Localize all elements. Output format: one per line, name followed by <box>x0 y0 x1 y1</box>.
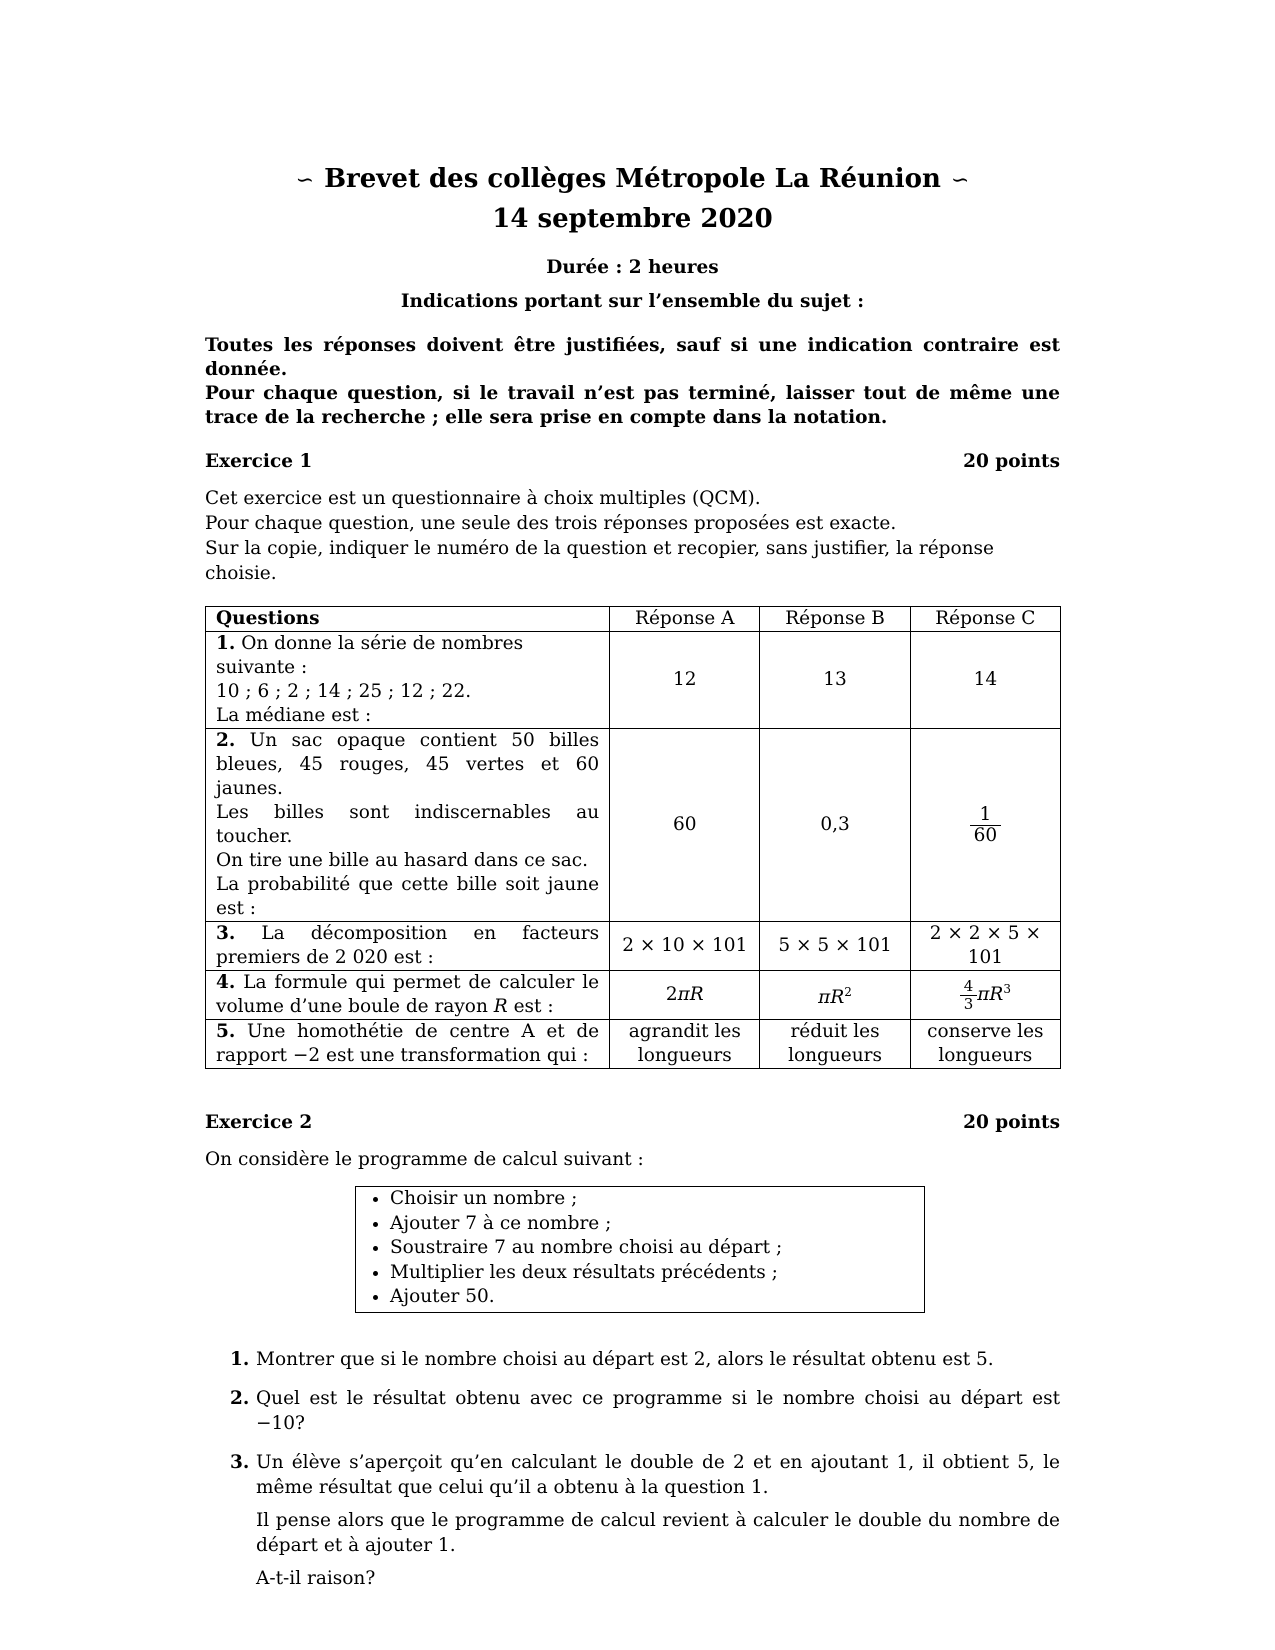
question-item: 2. Quel est le résultat obtenu avec ce programme si le nombre choisi au départ est −10? <box>230 1387 1060 1434</box>
exercise-1-points: 20 points <box>963 451 1060 472</box>
list-item: • Ajouter 7 à ce nombre ; <box>390 1212 924 1237</box>
indications-heading: Indications portant sur l’ensemble du sujet : <box>400 291 865 312</box>
answer-c: $\frac{4}{3}$ $\pi R^3$ <box>910 971 1060 1020</box>
header-answer-b: Réponse B <box>760 607 910 632</box>
document-title <box>205 160 1060 238</box>
answer-b: 5 × 5 × 101 <box>760 922 910 971</box>
exercise-2-title: Exercice 2 <box>205 1112 313 1133</box>
instructions <box>205 334 1060 430</box>
title-line-1: ∽ Brevet des collèges Métropole La Réunion ∽ <box>295 164 970 194</box>
question-cell: 5. Une homothétie de centre A et de rapport −2 est une transformation qui : <box>206 1020 610 1069</box>
program-steps <box>368 1187 924 1310</box>
instruction-1: Toutes les réponses doivent être justifiées, sauf si une indication contraire est donnée. <box>205 335 1060 380</box>
title-line-2: 14 septembre 2020 <box>492 204 773 234</box>
document-page <box>205 160 1060 1605</box>
list-item: • Ajouter 50. <box>390 1285 924 1310</box>
answer-a: 12 <box>610 632 760 729</box>
answer-c: 2 × 2 × 5 × 101 <box>910 922 1060 971</box>
exercise-1-title: Exercice 1 <box>205 451 313 472</box>
table-header-row <box>206 607 1061 632</box>
calculation-program-box <box>355 1186 925 1313</box>
answer-c: conserve les longueurs <box>910 1020 1060 1069</box>
instruction-2: Pour chaque question, si le travail n’est pas terminé, laisser tout de même une trace de la recherche ; elle sera prise en compte dans la notation. <box>205 383 1060 428</box>
fraction: $\frac{1}{60}$ <box>970 805 1002 846</box>
table-row <box>206 1020 1061 1069</box>
answer-b: réduit les longueurs <box>760 1020 910 1069</box>
table-row <box>206 971 1061 1020</box>
answer-b: 0,3 <box>760 729 910 922</box>
list-item: • Soustraire 7 au nombre choisi au départ ; <box>390 1236 924 1261</box>
exercise-1-header <box>205 450 1060 474</box>
question-item: 1. Montrer que si le nombre choisi au départ est 2, alors le résultat obtenu est 5. <box>230 1348 994 1370</box>
answer-a: 60 <box>610 729 760 922</box>
table-row <box>206 729 1061 922</box>
exercise-1-intro: Cet exercice est un questionnaire à choix multiples (QCM). Pour chaque question, une seule des trois réponses proposées est exacte. Sur la copie, indiquer le numéro de la question et recopier, sans justifier, la réponse choisie. <box>205 488 994 584</box>
answer-b: $\pi R^2$ <box>760 971 910 1020</box>
ornament-left-icon: ∽ <box>295 168 315 193</box>
table-row <box>206 632 1061 729</box>
question-cell: 3. La décomposition en facteurs premiers de 2 020 est : <box>206 922 610 971</box>
qcm-table <box>205 606 1061 1069</box>
duration: Durée : 2 heures <box>546 257 719 278</box>
answer-b: 13 <box>760 632 910 729</box>
question-item: 3. Un élève s’aperçoit qu’en calculant le double de 2 et en ajoutant 1, il obtient 5, le même résultat que celui qu’il a obtenu à la question 1. Il pense alors que le programme de calcul revient à calculer le double du nombre de départ et à ajouter 1. A-t-il raison? <box>230 1451 1060 1589</box>
list-item: • Choisir un nombre ; <box>390 1187 924 1212</box>
ornament-right-icon: ∽ <box>950 168 970 193</box>
answer-c: 14 <box>910 632 1060 729</box>
question-cell: 1. On donne la série de nombres suivante : 10 ; 6 ; 2 ; 14 ; 25 ; 12 ; 22. La médiane est : <box>206 632 610 729</box>
table-row <box>206 922 1061 971</box>
question-cell: 2. Un sac opaque contient 50 billes bleues, 45 rouges, 45 vertes et 60 jaunes. Les billes sont indiscernables au toucher. On tire une bille au hasard dans ce sac. La probabilité que cette bille soit jaune est : <box>206 729 610 922</box>
answer-a: 2πR <box>610 971 760 1020</box>
fraction: $\frac{4}{3}$ <box>960 978 978 1013</box>
header-answer-c: Réponse C <box>910 607 1060 632</box>
exercise-2-points: 20 points <box>963 1112 1060 1133</box>
exercise-2-questions <box>230 1347 1060 1591</box>
exercise-2-header <box>205 1111 1060 1135</box>
answer-a: 2 × 10 × 101 <box>610 922 760 971</box>
exercise-2-intro: On considère le programme de calcul suivant : <box>205 1149 644 1170</box>
question-cell: 4. La formule qui permet de calculer le volume d’une boule de rayon R est : <box>206 971 610 1020</box>
header-questions: Questions <box>206 607 610 632</box>
list-item: • Multiplier les deux résultats précédents ; <box>390 1261 924 1286</box>
answer-c <box>910 729 1060 922</box>
header-answer-a: Réponse A <box>610 607 760 632</box>
answer-a: agrandit les longueurs <box>610 1020 760 1069</box>
